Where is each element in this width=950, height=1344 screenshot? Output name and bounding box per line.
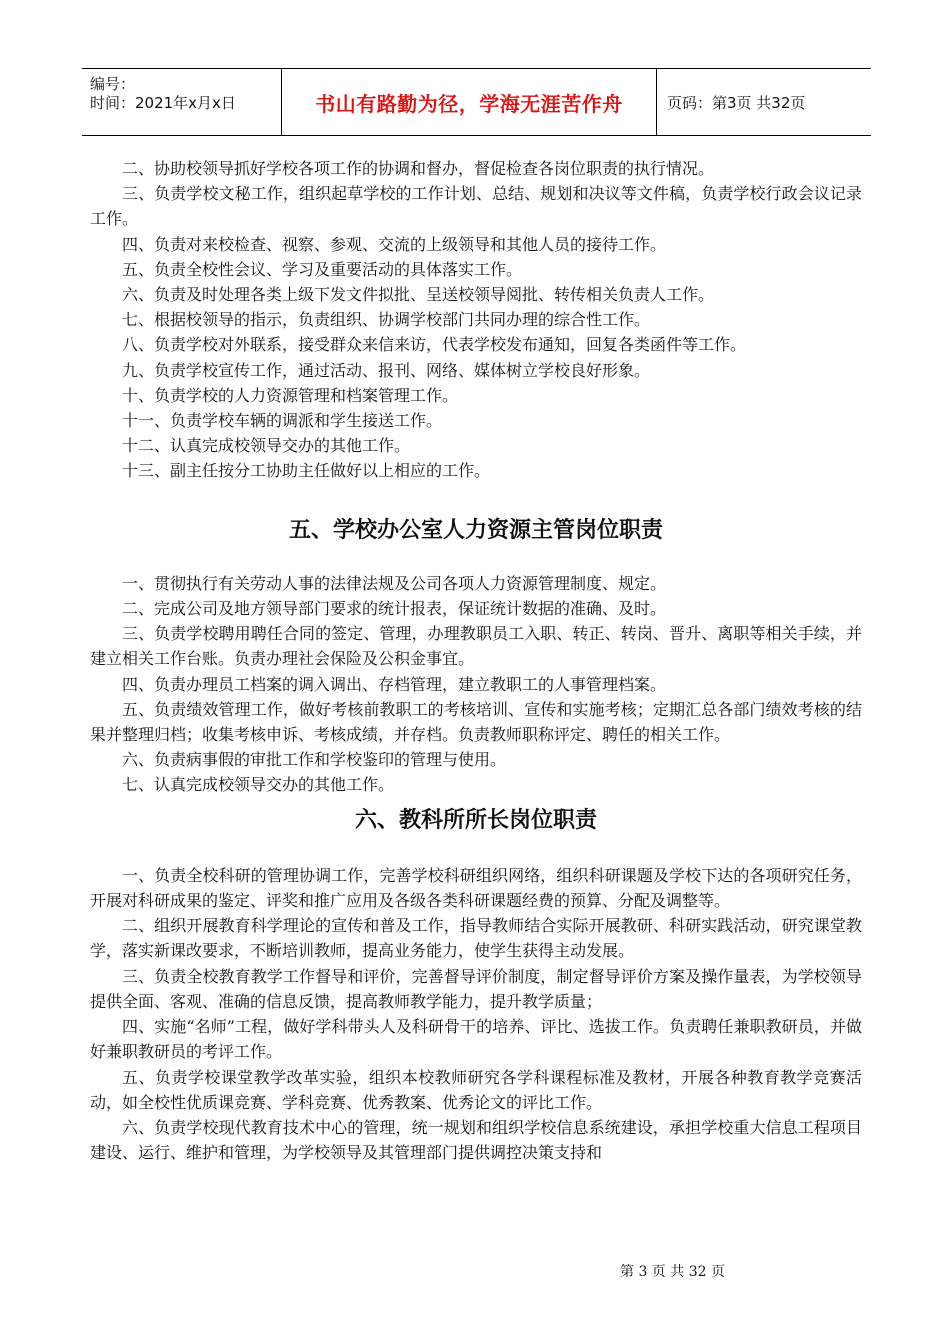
paragraph: 四、实施“名师”工程，做好学科带头人及科研骨干的培养、评比、选拔工作。负责聘任兼职教研员，并做好兼职教研员的考评工作。 (90, 1017, 862, 1062)
document-header (82, 68, 871, 136)
header-motto: 书山有路勤为径，学海无涯苦作舟 (282, 69, 657, 135)
paragraph: 四、负责对来校检查、视察、参观、交流的上级领导和其他人员的接待工作。 (122, 234, 667, 254)
page-footer: 第 3 页 共 32 页 (620, 1264, 725, 1280)
section-heading-research: 六、教科所所长岗位职责 (354, 807, 597, 833)
header-meta (82, 69, 282, 135)
paragraph: 四、负责办理员工档案的调入调出、存档管理，建立教职工的人事管理档案。 (122, 674, 667, 694)
number-label: 编号： (90, 75, 136, 93)
section-research-duties (90, 863, 862, 1165)
paragraph: 二、组织开展教育科学理论的宣传和普及工作，指导教师结合实际开展教研、科研实践活动，研究课堂教学，落实新课改要求，不断培训教师，提高业务能力，使学生获得主动发展。 (90, 916, 862, 961)
paragraph: 二、完成公司及地方领导部门要求的统计报表，保证统计数据的准确、及时。 (122, 599, 667, 619)
paragraph: 八、负责学校对外联系，接受群众来信来访，代表学校发布通知，回复各类函件等工作。 (122, 335, 747, 355)
paragraph: 三、负责全校教育教学工作督导和评价，完善督导评价制度，制定督导评价方案及操作量表，为学校领导提供全面、客观、准确的信息反馈，提高教师教学能力，提升教学质量； (90, 966, 862, 1011)
paragraph: 一、贯彻执行有关劳动人事的法律法规及公司各项人力资源管理制度、规定。 (122, 573, 667, 593)
paragraph: 五、负责学校课堂教学改革实验，组织本校教师研究各学科课程标准及教材，开展各种教育教学竞赛活动，如全校性优质课竞赛、学科竞赛、优秀教案、优秀论文的评比工作。 (90, 1067, 862, 1112)
paragraph: 六、负责及时处理各类上级下发文件拟批、呈送校领导阅批、转传相关负责人工作。 (122, 285, 715, 305)
paragraph: 六、负责学校现代教育技术中心的管理，统一规划和组织学校信息系统建设，承担学校重大信息工程项目建设、运行、维护和管理，为学校领导及其管理部门提供调控决策支持和 (90, 1117, 862, 1163)
paragraph: 六、负责病事假的审批工作和学校鉴印的管理与使用。 (122, 750, 507, 770)
paragraph: 十一、负责学校车辆的调派和学生接送工作。 (122, 411, 443, 431)
paragraph: 十二、认真完成校领导交办的其他工作。 (122, 436, 411, 456)
document-body (90, 156, 862, 1165)
paragraph: 五、负责绩效管理工作，做好考核前教职工的考核培训、宣传和实施考核；定期汇总各部门绩效考核的结果并整理归档；收集考核申诉、考核成绩，并存档。负责教师职称评定、聘任的相关工作。 (90, 699, 862, 745)
paragraph: 三、负责学校聘用聘任合同的签定、管理，办理教职员工入职、转正、转岗、晋升、离职等相关手续，并建立相关工作台账。负责办理社会保险及公积金事宜。 (90, 624, 862, 669)
paragraph: 九、负责学校宣传工作，通过活动、报刊、网络、媒体树立学校良好形象。 (122, 360, 651, 380)
paragraph: 十三、副主任按分工协助主任做好以上相应的工作。 (122, 461, 491, 481)
paragraph: 三、负责学校文秘工作，组织起草学校的工作计划、总结、规划和决议等文件稿，负责学校行政会议记录工作。 (90, 184, 862, 229)
section-office-duties (90, 156, 862, 484)
header-page-label: 页码：第3页 共32页 (667, 93, 806, 112)
paragraph: 二、协助校领导抓好学校各项工作的协调和督办，督促检查各岗位职责的执行情况。 (122, 159, 715, 178)
paragraph: 五、负责全校性会议、学习及重要活动的具体落实工作。 (122, 259, 523, 279)
paragraph: 十、负责学校的人力资源管理和档案管理工作。 (122, 385, 459, 405)
time-label: 时间：2021年x月x日 (90, 94, 236, 112)
section-heading-hr: 五、学校办公室人力资源主管岗位职责 (288, 517, 663, 543)
paragraph: 七、认真完成校领导交办的其他工作。 (122, 775, 395, 795)
section-hr-duties (90, 571, 862, 798)
paragraph: 七、根据校领导的指示，负责组织、协调学校部门共同办理的综合性工作。 (122, 310, 651, 330)
paragraph: 一、负责全校科研的管理协调工作，完善学校科研组织网络，组织科研课题及学校下达的各项研究任务，开展对科研成果的鉴定、评奖和推广应用及各级各类科研课题经费的预算、分配及调整等。 (90, 865, 862, 911)
